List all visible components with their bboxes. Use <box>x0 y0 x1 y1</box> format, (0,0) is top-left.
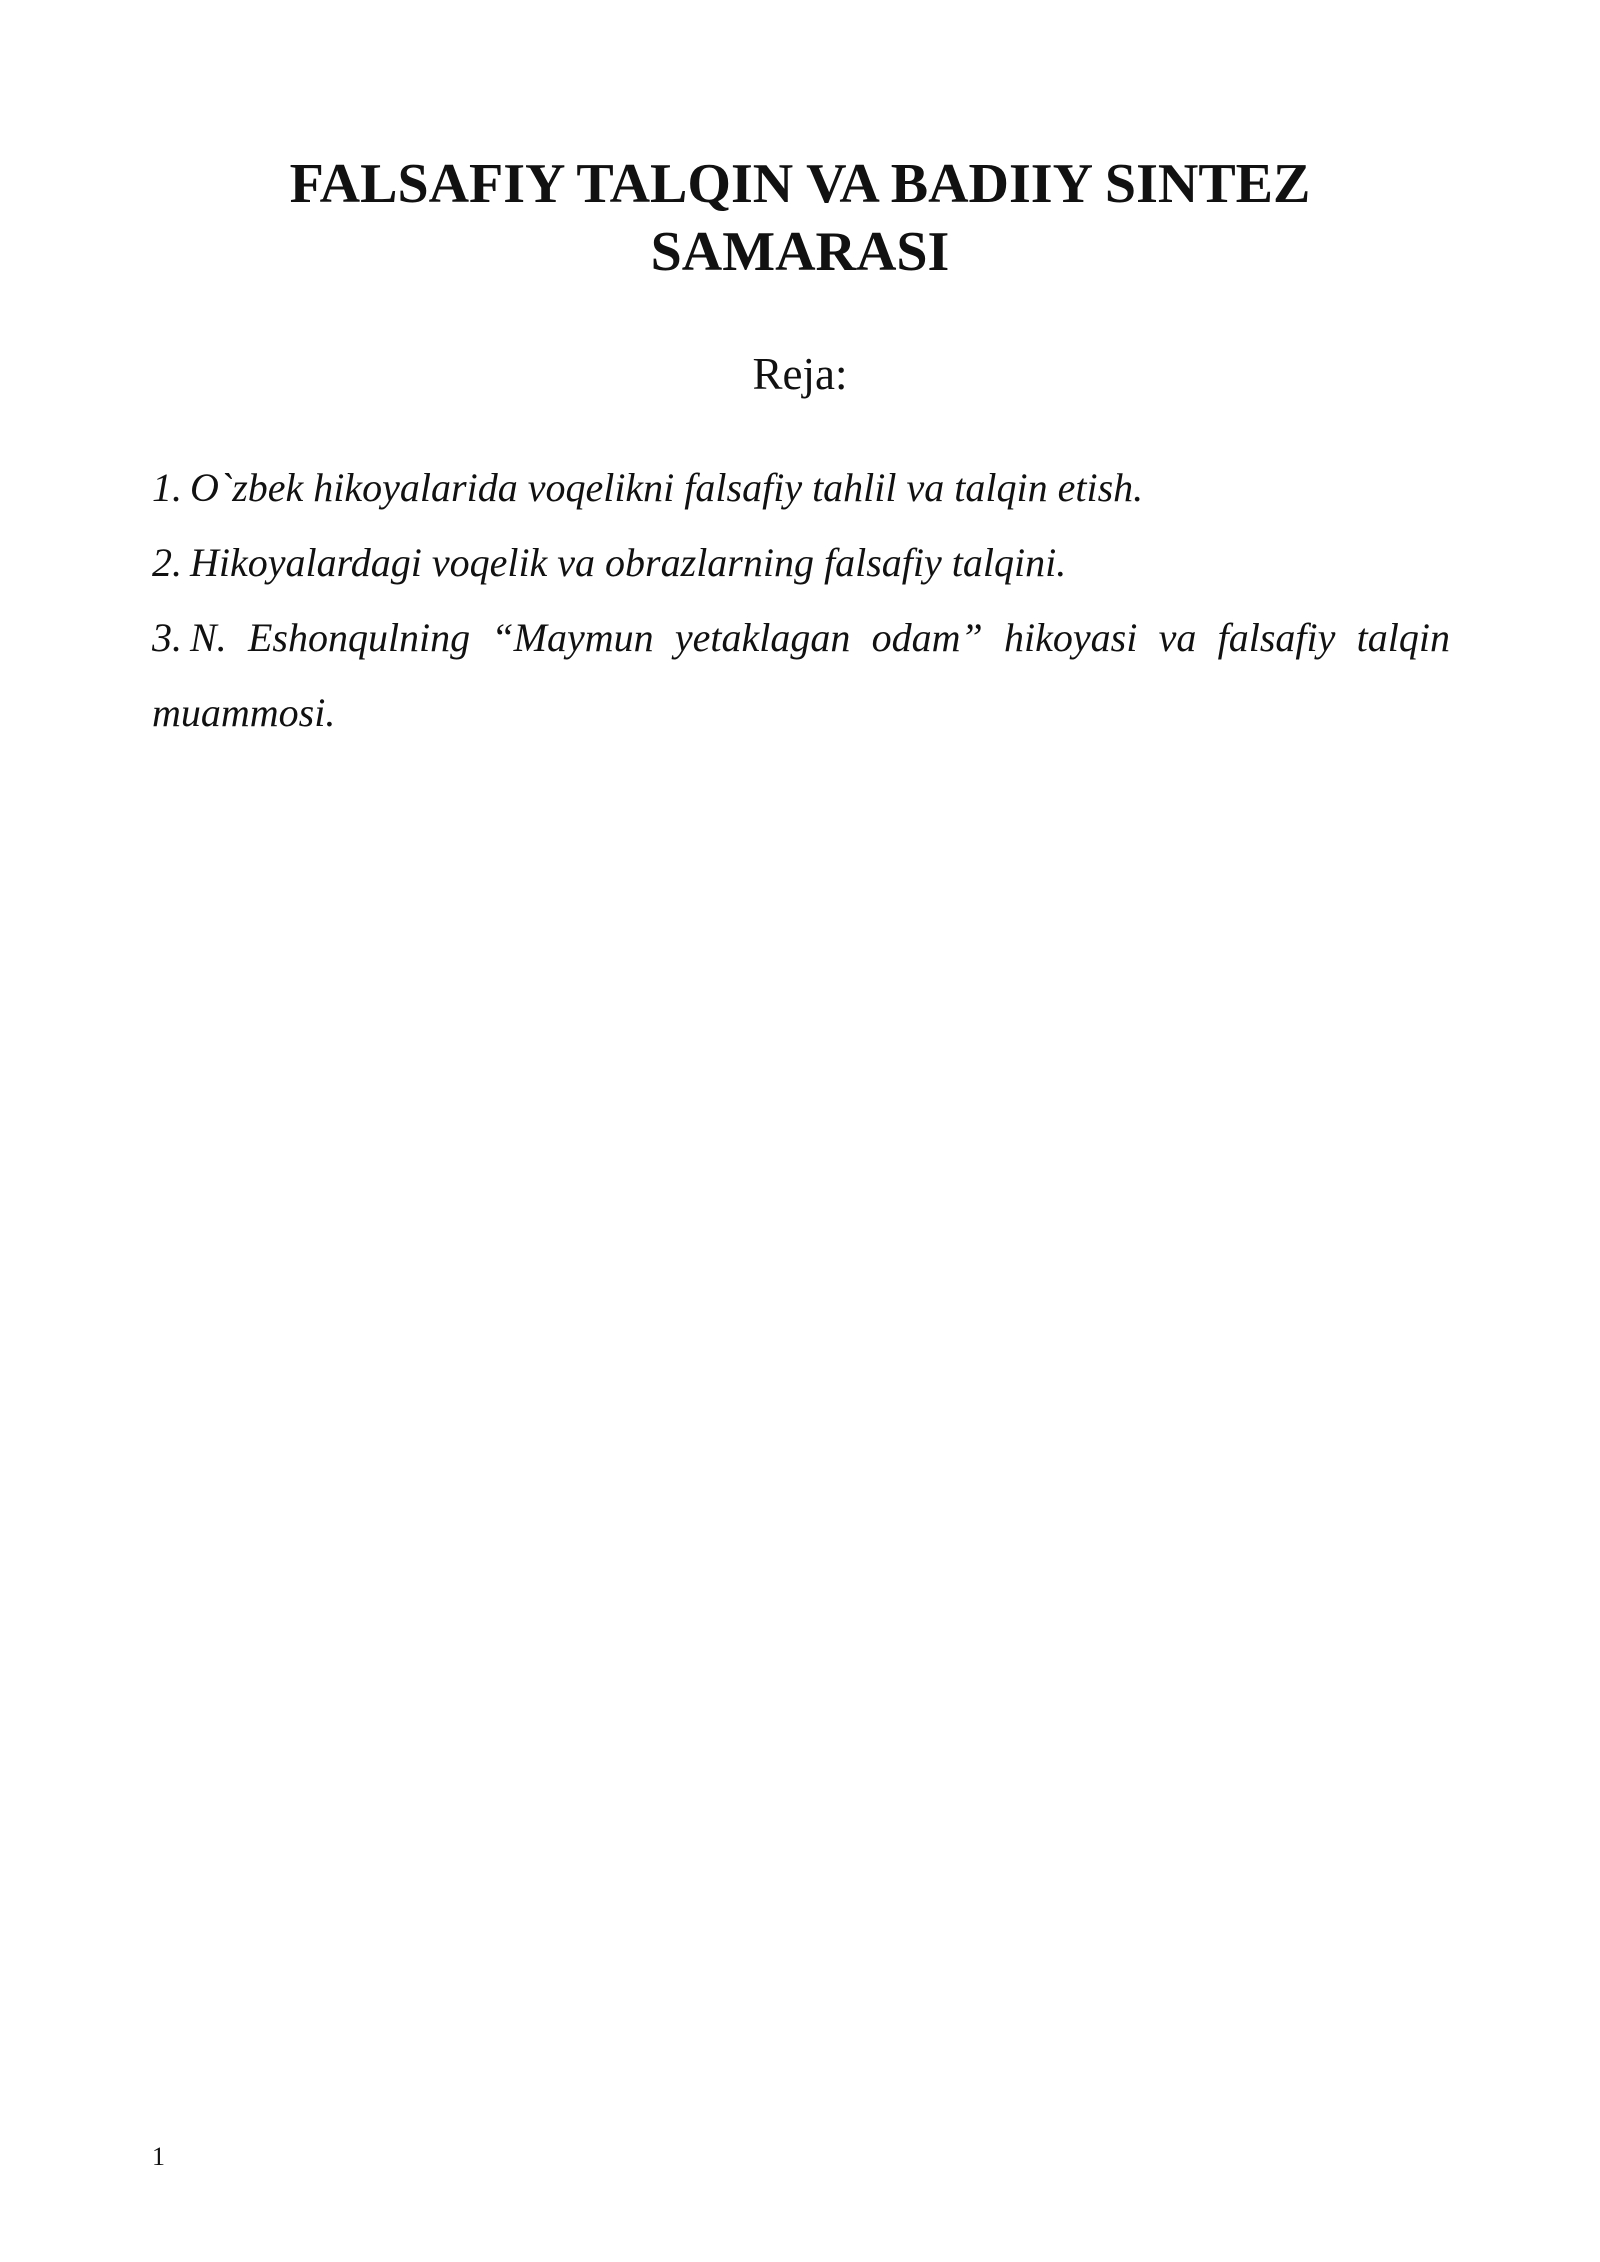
plan-item <box>152 525 1450 600</box>
plan-list <box>152 450 1450 750</box>
plan-item-number: 1. <box>152 465 182 510</box>
plan-heading: Reja: <box>752 349 848 399</box>
document-title <box>150 150 1450 286</box>
plan-item-number: 3. <box>152 615 182 660</box>
document-title-line-2: SAMARASI <box>650 221 950 283</box>
plan-item-text: Hikoyalardagi voqelik va obrazlarning falsafiy talqini. <box>190 540 1067 585</box>
plan-item <box>152 600 1450 750</box>
plan-item <box>152 450 1450 525</box>
plan-item-text: N. Eshonqulning “Maymun yetaklagan odam” hikoyasi va falsafiy talqin muammosi. <box>152 615 1450 735</box>
plan-item-number: 2. <box>152 540 182 585</box>
plan-item-text: O`zbek hikoyalarida voqelikni falsafiy tahlil va talqin etish. <box>190 465 1144 510</box>
page-number: 1 <box>152 2142 165 2171</box>
document-title-line-1: FALSAFIY TALQIN VA BADIIY SINTEZ <box>289 153 1311 215</box>
